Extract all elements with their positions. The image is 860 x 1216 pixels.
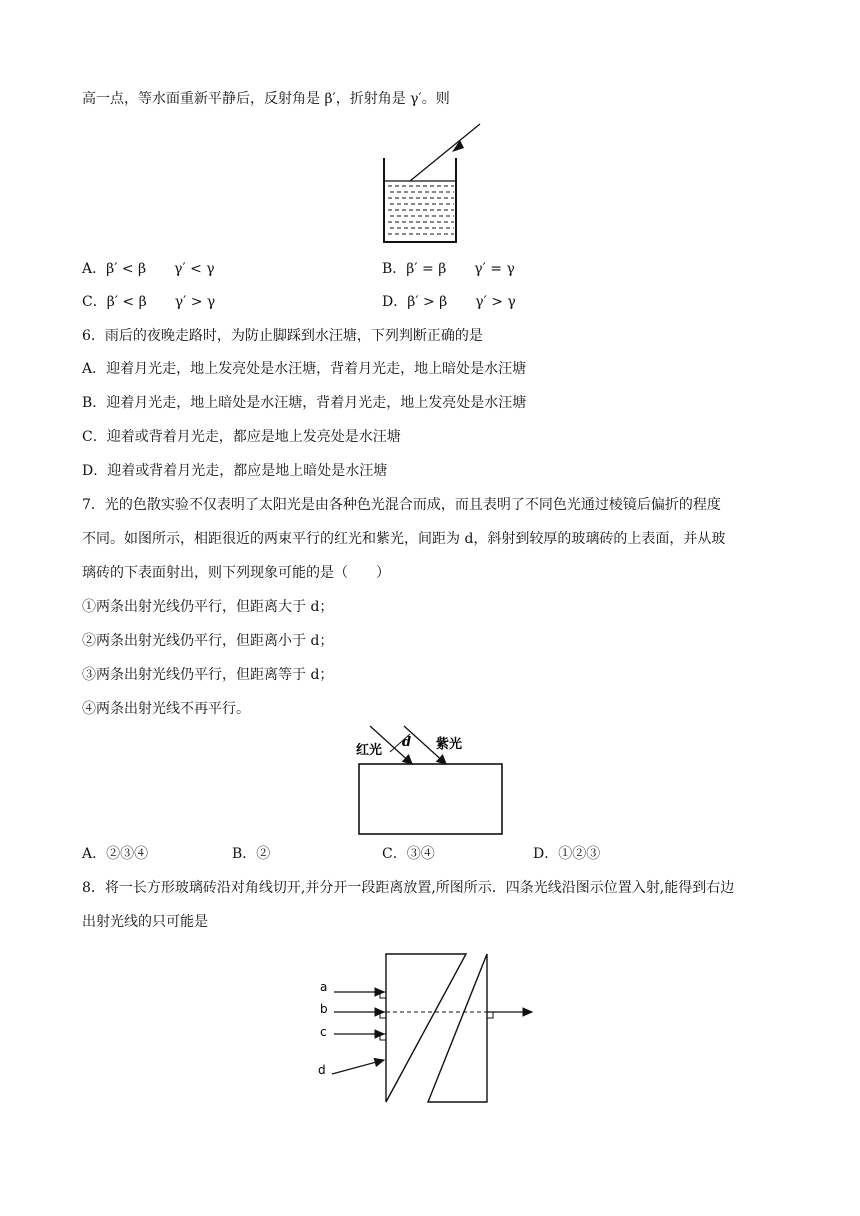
normal-mark-b bbox=[380, 1012, 386, 1018]
red-light-label: 红光 bbox=[356, 743, 383, 758]
q6-option-d[interactable]: D．迎着或背着月光走，都应是地上暗处是水汪塘 bbox=[82, 463, 388, 479]
glass-slab-svg bbox=[350, 724, 510, 838]
q6-option-b[interactable]: B．迎着月光走，地上暗处是水汪塘，背着月光走，地上发亮处是水汪塘 bbox=[82, 395, 527, 411]
ray-d bbox=[332, 1060, 384, 1074]
beaker-walls bbox=[384, 158, 456, 242]
ray-d-label: d bbox=[318, 1063, 326, 1077]
glass-slab-figure bbox=[350, 724, 510, 838]
beaker-figure bbox=[376, 122, 488, 246]
d-label: d bbox=[402, 735, 412, 750]
beaker-svg bbox=[376, 122, 488, 246]
ray-b-label: b bbox=[320, 1002, 328, 1016]
q5-option-c[interactable]: C．β′ < β γ′ > γ bbox=[82, 294, 216, 310]
q7-item-1: ①两条出射光线仍平行，但距离大于 d； bbox=[82, 599, 334, 615]
water-hatching bbox=[388, 186, 454, 234]
q6-option-a[interactable]: A．迎着月光走，地上发亮处是水汪塘，背着月光走，地上暗处是水汪塘 bbox=[82, 361, 527, 377]
q7-stem-line3: 璃砖的下表面射出，则下列现象可能的是（ ） bbox=[82, 565, 390, 581]
q7-item-3: ③两条出射光线仍平行，但距离等于 d； bbox=[82, 667, 334, 683]
violet-light-label: 紫光 bbox=[436, 737, 463, 752]
q7-stem-line1: 7．光的色散实验不仅表明了太阳光是由各种色光混合而成，而且表明了不同色光通过棱镜后偏折的程度 bbox=[82, 497, 721, 513]
glass-slab bbox=[359, 764, 502, 834]
ray-a-label: a bbox=[320, 980, 328, 994]
cut-glass-svg bbox=[310, 950, 540, 1110]
q5-option-a[interactable]: A．β′ < β γ′ < γ bbox=[82, 261, 215, 277]
cut-glass-figure bbox=[310, 950, 540, 1110]
q8-stem-line1: 8．将一长方形玻璃砖沿对角线切开,并分开一段距离放置,所图所示．四条光线沿图示位置入射,能得到右边 bbox=[82, 880, 735, 896]
right-glass-piece bbox=[428, 954, 487, 1102]
q7-item-2: ②两条出射光线仍平行，但距离小于 d； bbox=[82, 633, 334, 649]
ray-c-label: c bbox=[320, 1025, 327, 1039]
q5-option-d[interactable]: D．β′ > β γ′ > γ bbox=[382, 294, 516, 310]
q8-stem-line2: 出射光线的只可能是 bbox=[82, 914, 208, 930]
q7-item-4: ④两条出射光线不再平行。 bbox=[82, 701, 250, 717]
incident-ray bbox=[410, 124, 480, 181]
left-glass-piece bbox=[386, 954, 466, 1102]
q7-option-b[interactable]: B．② bbox=[232, 846, 271, 862]
q6-stem: 6．雨后的夜晚走路时，为防止脚踩到水汪塘，下列判断正确的是 bbox=[82, 328, 483, 344]
q7-option-d[interactable]: D．①②③ bbox=[533, 846, 601, 862]
q6-option-c[interactable]: C．迎着或背着月光走，都应是地上发亮处是水汪塘 bbox=[82, 429, 401, 445]
normal-mark-a bbox=[380, 992, 386, 998]
q7-stem-line2: 不同。如图所示，相距很近的两束平行的红光和紫光，间距为 d，斜射到较厚的玻璃砖的上表面，并从玻 bbox=[82, 531, 726, 547]
normal-mark-c bbox=[380, 1034, 386, 1040]
normal-mark-exit bbox=[487, 1012, 493, 1018]
q7-option-c[interactable]: C．③④ bbox=[382, 846, 435, 862]
q5-option-b[interactable]: B．β′ = β γ′ = γ bbox=[382, 261, 515, 277]
q7-option-a[interactable]: A．②③④ bbox=[82, 846, 149, 862]
q5-continuation: 高一点，等水面重新平静后，反射角是 β′，折射角是 γ′。则 bbox=[82, 91, 450, 107]
